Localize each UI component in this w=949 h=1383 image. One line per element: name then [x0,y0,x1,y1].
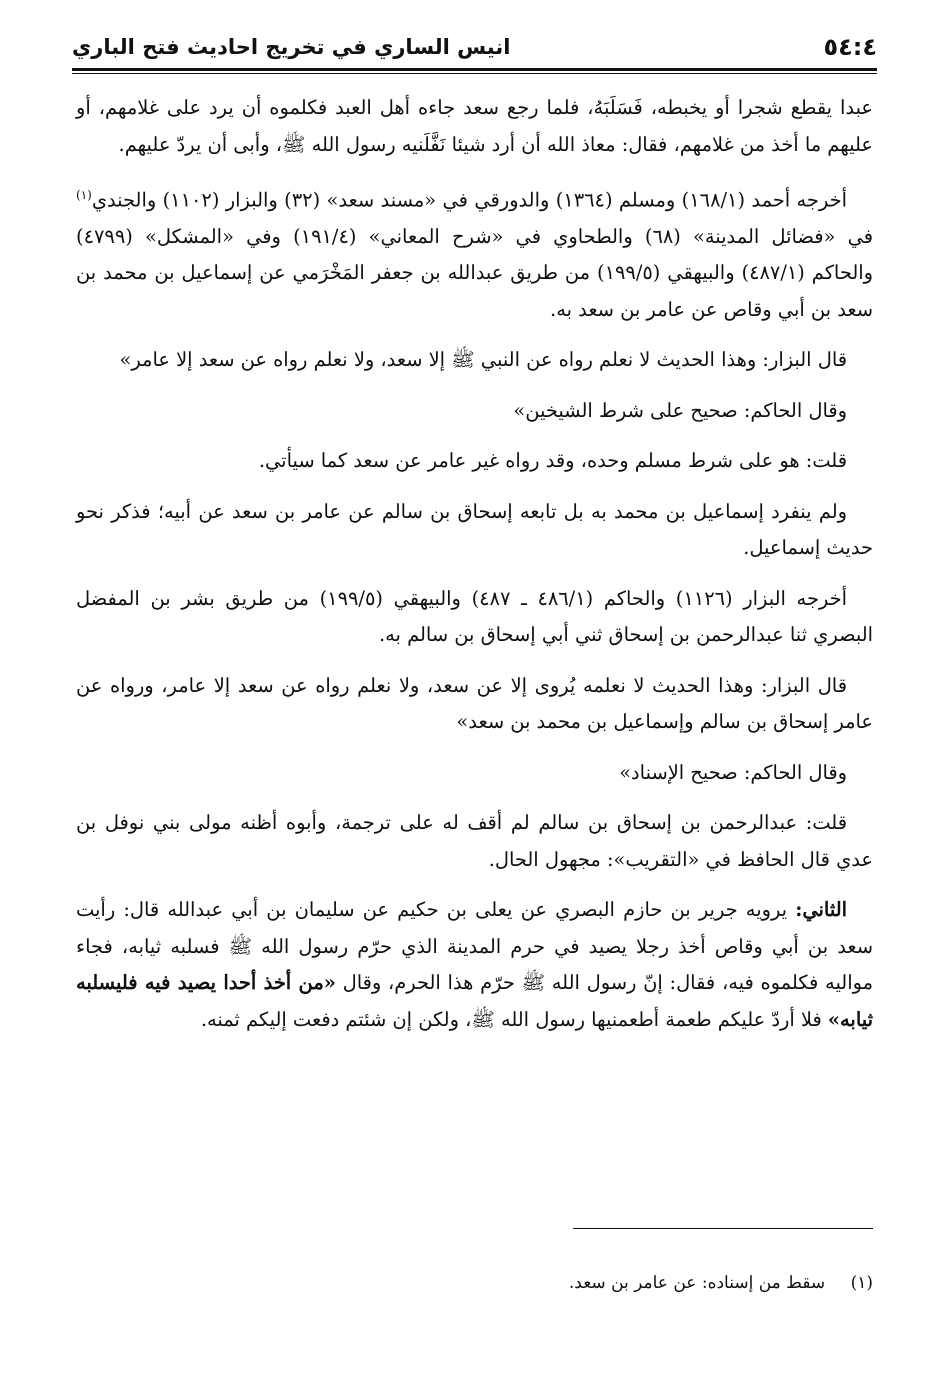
header-rule [72,68,877,74]
paragraph: ولم ينفرد إسماعيل بن محمد به بل تابعه إسحاق بن سالم عن عامر بن سعد عن أبيه؛ فذكر نحو حديث إسماعيل. [76,499,873,560]
paragraph: أخرجه البزار (١١٢٦) والحاكم (٤٨٦/١ ـ ٤٨٧) والبيهقي (١٩٩/٥) من طريق بشر بن المفضل البصري ثنا عبدالرحمن بن إسحاق ثني أبي إسحاق بن سالم به. [76,586,873,647]
text-run: أخرجه أحمد (١٦٨/١) ومسلم (١٣٦٤) والدورقي في «مسند سعد» (٣٢) والبزار (١١٠٢) والجندي [91,188,847,212]
text-run: في «فضائل المدينة» (٦٨) والطحاوي في «شرح المعاني» (١٩١/٤) وفي «المشكل» (٤٧٩٩) والحاكم (٤٨٧/١) والبيهقي (١٩٩/٥) من طريق عبدالله بن جعفر المَخْرَمي عن إسماعيل بن محمد بن سعد بن أبي وقاص عن عامر بن سعد به. [76,224,874,321]
paragraph: قال البزار: وهذا الحديث لا نعلمه يُروى إلا عن سعد، ولا نعلم رواه عن سعد إلا عامر، ورواه عن عامر إسحاق بن سالم وإسماعيل بن محمد بن سعد» [76,673,873,734]
footnote-marker: (١) [76,188,92,202]
running-title: انيس الساري في تخريج احاديث فتح الباري [72,35,511,59]
paragraph: عبدا يقطع شجرا أو يخبطه، فَسَلَبَهُ، فلما رجع سعد جاءه أهل العبد فكلموه أن يرد على غلامهم، أو عليهم ما أخذ من غلامهم، فقال: معاذ الله أن أرد شيئا نَفَّلَنيه رسول الله ﷺ، وأبى أن يردّ عليهم. [76,96,873,156]
paragraph: قلت: هو على شرط مسلم وحده، وقد رواه غير عامر عن سعد كما سيأتي. [258,449,847,473]
paragraph [76,177,873,328]
page-header [72,30,877,64]
section-label: الثاني: [795,898,847,922]
main-text [76,90,873,1052]
page-number: ٥٤:٤ [823,33,877,61]
text-run: يرويه جرير بن حازم البصري عن يعلى بن حكيم عن سليمان بن أبي عبدالله قال: رأيت سعد بن أبي وقاص أخذ رجلا يصيد في حرم المدينة الذي حرّم رسول الله ﷺ فسلبه ثيابه، فجاء مواليه فكلموه فيه، فقال: إنّ رسول الله ﷺ حرّم هذا الحرم، وقال [76,898,873,995]
paragraph: قال البزار: وهذا الحديث لا نعلم رواه عن النبي ﷺ إلا سعد، ولا نعلم رواه عن سعد إلا عامر» [119,348,847,372]
paragraph: وقال الحاكم: صحيح الإسناد» [619,760,847,784]
text-run: فلا أردّ عليكم طعمة أطعمنيها رسول الله ﷺ، ولكن إن شئتم دفعت إليكم ثمنه. [200,1007,828,1031]
footnote-rule [573,1228,873,1229]
footnote [76,1270,873,1296]
hadith-quote: «من أخذ أحدا يصيد فيه فليسلبه ثيابه» [76,971,873,1031]
footnote-text: سقط من إسناده: عن عامر بن سعد. [568,1273,826,1293]
paragraph: قلت: عبدالرحمن بن إسحاق بن سالم لم أقف له على ترجمة، وأبوه أظنه مولى بني نوفل بن عدي قال الحافظ في «التقريب»: مجهول الحال. [76,811,873,871]
paragraph: وقال الحاكم: صحيح على شرط الشيخين» [513,398,847,422]
footnote-number: (١) [850,1273,873,1293]
paragraph [76,892,873,1038]
